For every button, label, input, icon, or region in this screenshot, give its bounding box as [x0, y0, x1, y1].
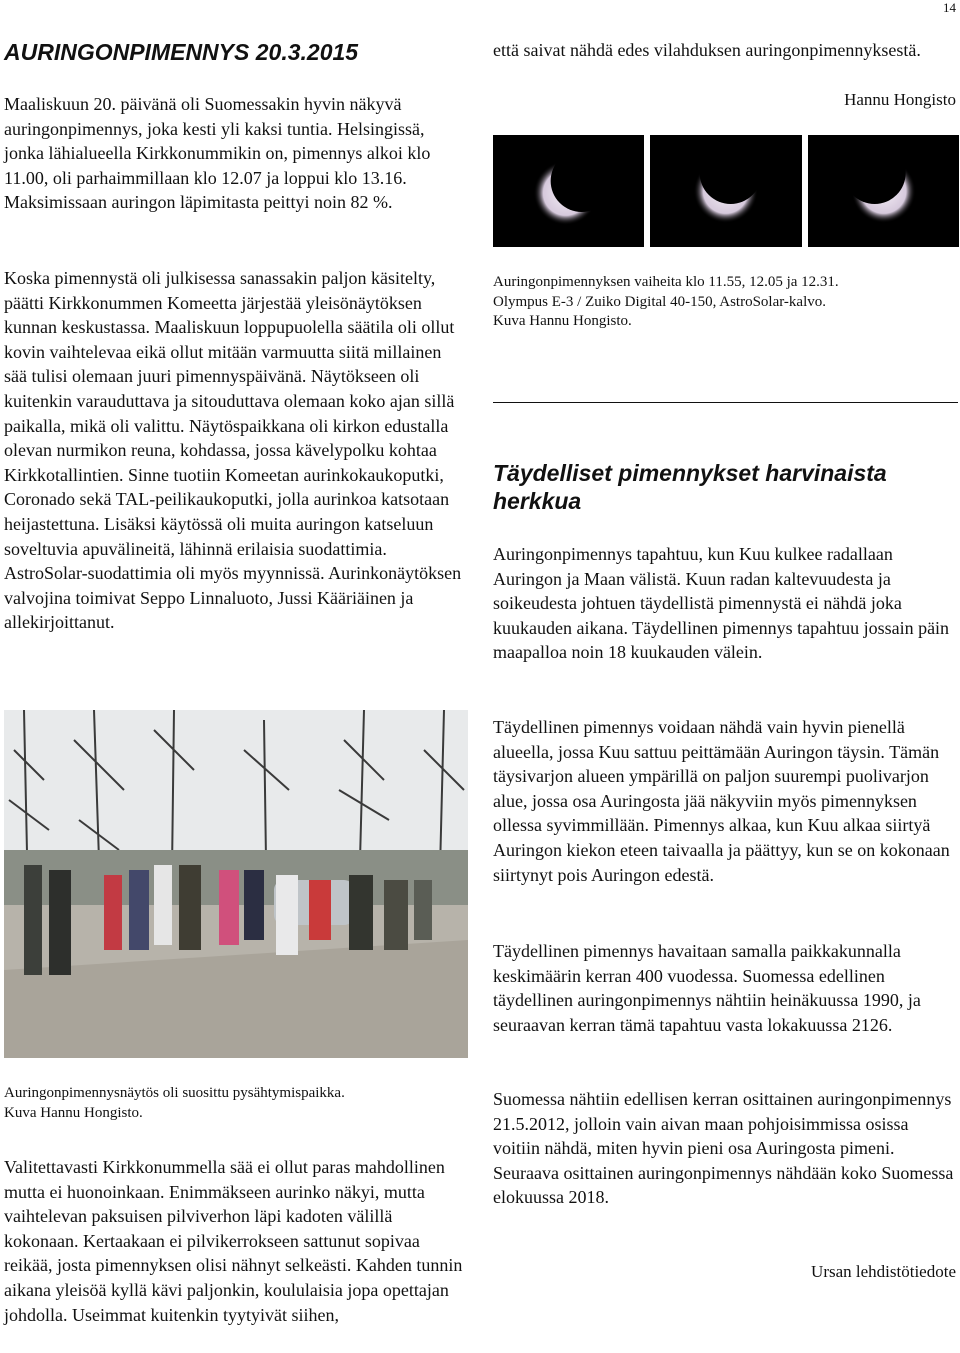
article-paragraph: Koska pimennystä oli julkisessa sanassakin paljon käsitelty, päätti Kirkkonummen Komeetta järjestää yleisönäytöksen kunnan keskustassa. Maaliskuun loppupuolella säätila oli ollut kovin vaihtelevaa eikä ollut mitään varmuutta siitä millainen sää tulisi olemaan juuri pimennyspäivänä. Näytökseen oli kuitenkin varauduttava ja sitouduttava olemaan koko ajan sillä paikalla, mikä oli valittu. Näytöspaikkana oli kirkon edustalla olevan nurmikon reuna, kohdassa, jossa kävelypolku kohtaa Kirkkotallintien. Sinne tuotiin Komeetan aurinkokaukoputki, Coronado sekä TAL-peilikaukoputki, jolla aurinkoa katsotaan heijastettuna. Lisäksi käytössä oli muita auringon katseluun soveltuvia apuvälineitä, lähinnä erilaisia suodattimia. AstroSolar-suodattimia oli myös myynnissä. Aurinkonäytöksen valvojina toimivat Seppo Linnaluoto, Jussi Kääriäinen ja allekirjoittanut.	[4, 268, 462, 633]
article-author: Hannu Hongisto	[844, 90, 956, 109]
article-title: AURINGONPIMENNYS 20.3.2015	[4, 39, 359, 65]
article-continuation: että saivat nähdä edes vilahduksen auringonpimennyksestä.	[493, 40, 921, 60]
sidebar-paragraph: Täydellinen pimennys voidaan nähdä vain hyvin pienellä alueella, jossa Kuu sattuu peittämään Auringon täysin. Tämän täysivarjon alueen ympärillä on paljon suurempi puolivarjon alue, jossa osa Auringosta jää näkyviin myös pimennyksen ollessa syvimmillään. Pimennys alkaa, kun Kuu alkaa siirtyä Auringon kiekon eteen taivaalla ja päättyy, kun se on kokonaan siirtynyt pois Auringon edestä.	[493, 717, 950, 885]
eclipse-photo-credit: Kuva Hannu Hongisto.	[493, 313, 632, 329]
sidebar-title: Täydelliset pimennykset harvinaista herkkua	[493, 460, 887, 514]
crowd-photo	[4, 710, 468, 1058]
article-paragraph: Valitettavasti Kirkkonummella sää ei ollut paras mahdollinen mutta ei huonoinkaan. Enimmäkseen aurinko näkyi, mutta vaihtelevan paksuisen pilviverhon läpi kadoten välillä kokonaan. Kertaakaan ei pilvikerrokseen sattunut sopivaa reikää, josta pimennyksen olisi nähnyt selkeästi. Kahden tunnin aikana yleisöä kyllä kävi paljonkin, koululaisia jopa opettajan johdolla. Useimmat kuitenkin tyytyivät siihen,	[4, 1157, 463, 1325]
sidebar-paragraph: Auringonpimennys tapahtuu, kun Kuu kulkee radallaan Auringon ja Maan välistä. Kuun radan kaltevuudesta ja soikeudesta johtuen täydellistä pimennystä ei nähdä joka kuukauden aikana. Täydellinen pimennys tapahtuu jossain päin maapalloa noin 18 kuukauden välein.	[493, 544, 950, 663]
sidebar-paragraph: Suomessa nähtiin edellisen kerran osittainen auringonpimennys 21.5.2012, jolloin vain aivan maan pohjoisimmissa osissa voitiin nähdä, miten hyvin pieni osa Auringosta pimeni. Seuraava osittainen auringonpimennys nähdään koko Suomessa elokuussa 2018.	[493, 1089, 954, 1208]
eclipse-photo	[493, 135, 644, 247]
eclipse-photo-equipment: Olympus E-3 / Zuiko Digital 40-150, AstroSolar-kalvo.	[493, 293, 827, 310]
eclipse-photo	[650, 135, 801, 247]
eclipse-photo	[808, 135, 959, 247]
eclipse-photo-strip	[493, 135, 959, 247]
sidebar-paragraph: Täydellinen pimennys havaitaan samalla paikkakunnalla keskimäärin kerran 400 vuodessa. Suomessa edellinen täydellinen auringonpimennys nähtiin heinäkuussa 1990, ja seuraavan kerran tämä tapahtuu vasta lokakuussa 2126.	[493, 941, 921, 1035]
article-intro: Maaliskuun 20. päivänä oli Suomessakin hyvin näkyvä auringonpimennys, joka kesti yli kaksi tuntia. Helsingissä, jonka lähialueella Kirkkonummikin on, pimennys alkoi klo 11.00, oli parhaimmillaan klo 12.07 ja loppui klo 13.16. Maksimissaan auringon läpimitasta peittyi noin 82 %.	[4, 94, 431, 213]
section-divider	[493, 402, 958, 403]
sidebar-source: Ursan lehdistötiedote	[811, 1262, 956, 1281]
eclipse-photo-caption: Auringonpimennyksen vaiheita klo 11.55, 12.05 ja 12.31.	[493, 274, 839, 290]
crowd-photo-credit: Kuva Hannu Hongisto.	[4, 1104, 143, 1121]
crowd-photo-caption: Auringonpimennysnäytös oli suosittu pysähtymispaikka.	[4, 1085, 345, 1101]
page-number: 14	[943, 0, 956, 15]
